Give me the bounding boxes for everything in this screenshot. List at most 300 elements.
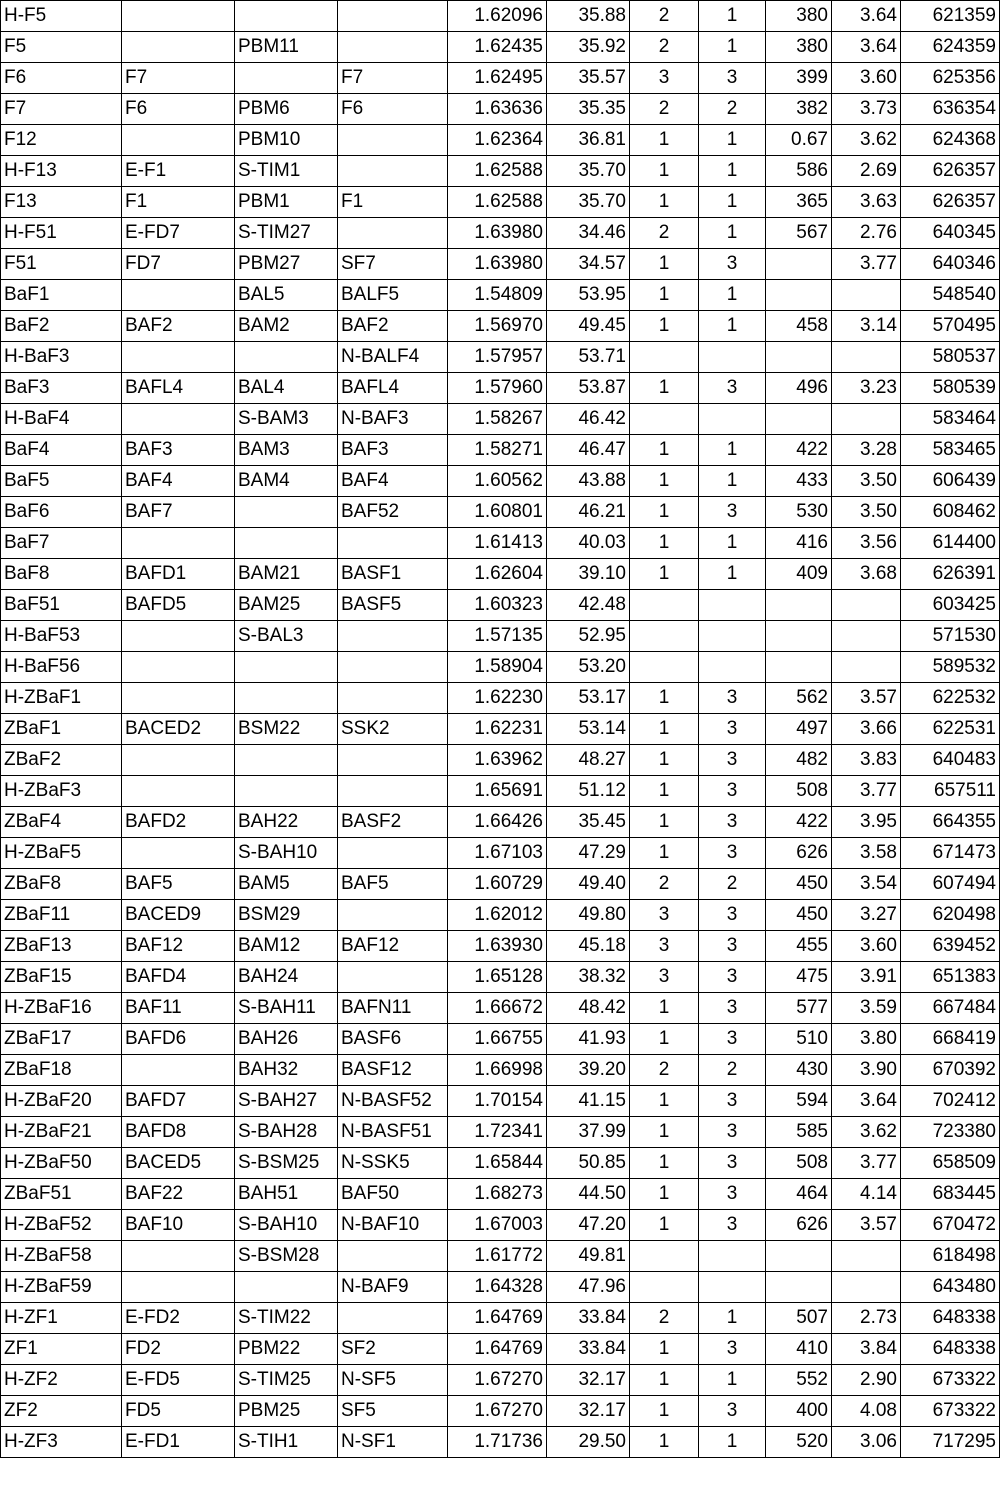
cell-refractive-index: 1.67270: [448, 1365, 547, 1396]
cell-equiv-a: E-FD2: [122, 1303, 235, 1334]
cell-density: 3.95: [832, 807, 901, 838]
cell-glass-name: BaF5: [1, 466, 122, 497]
cell-equiv-a: [122, 1241, 235, 1272]
cell-refractive-index: 1.66998: [448, 1055, 547, 1086]
cell-equiv-b: S-TIM25: [235, 1365, 338, 1396]
cell-equiv-b: [235, 1, 338, 32]
cell-equiv-c: [338, 683, 448, 714]
cell-equiv-b: BAM12: [235, 931, 338, 962]
cell-equiv-c: [338, 125, 448, 156]
cell-glass-code: 583464: [901, 404, 1000, 435]
cell-equiv-b: [235, 683, 338, 714]
cell-grade-a: 1: [630, 249, 699, 280]
cell-refractive-index: 1.66672: [448, 993, 547, 1024]
cell-equiv-c: [338, 1241, 448, 1272]
cell-density: 3.62: [832, 1117, 901, 1148]
cell-equiv-a: [122, 1055, 235, 1086]
cell-grade-b: 1: [699, 32, 766, 63]
table-row: [1, 590, 1000, 621]
cell-glass-code: 548540: [901, 280, 1000, 311]
cell-temperature: 475: [766, 962, 832, 993]
table-row: [1, 94, 1000, 125]
cell-temperature: 508: [766, 776, 832, 807]
cell-glass-name: H-ZBaF3: [1, 776, 122, 807]
cell-equiv-b: PBM6: [235, 94, 338, 125]
cell-glass-code: 667484: [901, 993, 1000, 1024]
cell-density: 3.23: [832, 373, 901, 404]
cell-equiv-a: BAFD6: [122, 1024, 235, 1055]
cell-equiv-a: [122, 404, 235, 435]
cell-refractive-index: 1.62364: [448, 125, 547, 156]
cell-equiv-a: FD5: [122, 1396, 235, 1427]
cell-refractive-index: 1.66755: [448, 1024, 547, 1055]
cell-temperature: 567: [766, 218, 832, 249]
cell-refractive-index: 1.62230: [448, 683, 547, 714]
cell-temperature: 365: [766, 187, 832, 218]
cell-grade-a: 1: [630, 776, 699, 807]
cell-refractive-index: 1.60323: [448, 590, 547, 621]
cell-abbe-number: 46.42: [547, 404, 630, 435]
cell-abbe-number: 40.03: [547, 528, 630, 559]
cell-glass-code: 626357: [901, 187, 1000, 218]
table-row: [1, 466, 1000, 497]
cell-equiv-a: [122, 745, 235, 776]
cell-grade-b: 1: [699, 187, 766, 218]
cell-grade-b: [699, 342, 766, 373]
cell-refractive-index: 1.67270: [448, 1396, 547, 1427]
table-row: [1, 683, 1000, 714]
cell-abbe-number: 53.71: [547, 342, 630, 373]
cell-grade-b: 3: [699, 1148, 766, 1179]
cell-temperature: 416: [766, 528, 832, 559]
cell-grade-a: 1: [630, 1024, 699, 1055]
cell-glass-name: H-ZF1: [1, 1303, 122, 1334]
cell-abbe-number: 41.15: [547, 1086, 630, 1117]
cell-grade-b: 1: [699, 435, 766, 466]
cell-temperature: [766, 280, 832, 311]
cell-equiv-b: S-TIM27: [235, 218, 338, 249]
cell-equiv-c: [338, 1, 448, 32]
cell-glass-name: F12: [1, 125, 122, 156]
cell-equiv-a: FD7: [122, 249, 235, 280]
cell-grade-b: 1: [699, 1303, 766, 1334]
cell-equiv-b: BAM5: [235, 869, 338, 900]
cell-grade-a: [630, 1272, 699, 1303]
cell-density: [832, 1241, 901, 1272]
cell-abbe-number: 49.45: [547, 311, 630, 342]
table-row: [1, 838, 1000, 869]
cell-equiv-c: BASF12: [338, 1055, 448, 1086]
table-row: [1, 1179, 1000, 1210]
cell-grade-b: 1: [699, 218, 766, 249]
cell-abbe-number: 35.70: [547, 187, 630, 218]
table-row: [1, 497, 1000, 528]
cell-equiv-c: N-SF5: [338, 1365, 448, 1396]
cell-refractive-index: 1.67103: [448, 838, 547, 869]
cell-grade-a: [630, 342, 699, 373]
cell-equiv-c: SF7: [338, 249, 448, 280]
cell-equiv-b: S-TIM1: [235, 156, 338, 187]
cell-equiv-b: PBM22: [235, 1334, 338, 1365]
cell-grade-a: 1: [630, 497, 699, 528]
cell-equiv-b: S-BSM28: [235, 1241, 338, 1272]
cell-glass-name: BaF51: [1, 590, 122, 621]
cell-refractive-index: 1.65691: [448, 776, 547, 807]
cell-equiv-c: BASF5: [338, 590, 448, 621]
cell-temperature: 510: [766, 1024, 832, 1055]
cell-grade-a: 1: [630, 1334, 699, 1365]
cell-density: 3.62: [832, 125, 901, 156]
cell-temperature: [766, 1272, 832, 1303]
cell-equiv-c: N-BASF52: [338, 1086, 448, 1117]
table-row: [1, 714, 1000, 745]
cell-equiv-c: BALF5: [338, 280, 448, 311]
cell-grade-b: 3: [699, 1117, 766, 1148]
cell-equiv-b: BAM21: [235, 559, 338, 590]
cell-abbe-number: 42.48: [547, 590, 630, 621]
cell-glass-code: 622532: [901, 683, 1000, 714]
cell-grade-b: [699, 1241, 766, 1272]
cell-grade-a: 3: [630, 63, 699, 94]
cell-equiv-b: S-BAH27: [235, 1086, 338, 1117]
cell-grade-b: 1: [699, 466, 766, 497]
cell-grade-a: 1: [630, 187, 699, 218]
cell-grade-a: 1: [630, 156, 699, 187]
cell-equiv-c: SF5: [338, 1396, 448, 1427]
cell-grade-b: 1: [699, 1, 766, 32]
cell-density: 3.56: [832, 528, 901, 559]
cell-glass-name: ZBaF18: [1, 1055, 122, 1086]
cell-equiv-a: E-FD1: [122, 1427, 235, 1458]
cell-abbe-number: 41.93: [547, 1024, 630, 1055]
cell-refractive-index: 1.65128: [448, 962, 547, 993]
cell-glass-name: H-BaF3: [1, 342, 122, 373]
cell-refractive-index: 1.70154: [448, 1086, 547, 1117]
cell-abbe-number: 51.12: [547, 776, 630, 807]
cell-equiv-b: BAH51: [235, 1179, 338, 1210]
cell-grade-a: 3: [630, 931, 699, 962]
cell-equiv-b: [235, 776, 338, 807]
cell-temperature: 430: [766, 1055, 832, 1086]
table-row: [1, 528, 1000, 559]
table-row: [1, 342, 1000, 373]
table-body: [1, 1, 1000, 1458]
cell-glass-name: H-ZBaF21: [1, 1117, 122, 1148]
cell-equiv-c: SSK2: [338, 714, 448, 745]
cell-abbe-number: 35.35: [547, 94, 630, 125]
cell-grade-a: 2: [630, 218, 699, 249]
cell-equiv-a: F7: [122, 63, 235, 94]
cell-refractive-index: 1.57957: [448, 342, 547, 373]
cell-glass-name: BaF7: [1, 528, 122, 559]
cell-density: [832, 621, 901, 652]
cell-abbe-number: 33.84: [547, 1334, 630, 1365]
cell-temperature: 382: [766, 94, 832, 125]
cell-refractive-index: 1.63636: [448, 94, 547, 125]
cell-glass-name: H-BaF4: [1, 404, 122, 435]
cell-temperature: 482: [766, 745, 832, 776]
cell-temperature: 552: [766, 1365, 832, 1396]
cell-glass-code: 640345: [901, 218, 1000, 249]
cell-equiv-a: E-F1: [122, 156, 235, 187]
cell-abbe-number: 32.17: [547, 1396, 630, 1427]
cell-temperature: 464: [766, 1179, 832, 1210]
cell-abbe-number: 32.17: [547, 1365, 630, 1396]
cell-equiv-c: N-BASF51: [338, 1117, 448, 1148]
cell-equiv-c: BAF4: [338, 466, 448, 497]
cell-temperature: 594: [766, 1086, 832, 1117]
cell-temperature: 497: [766, 714, 832, 745]
cell-grade-b: 3: [699, 1210, 766, 1241]
cell-equiv-c: BAFN11: [338, 993, 448, 1024]
cell-glass-name: F6: [1, 63, 122, 94]
cell-glass-code: 580539: [901, 373, 1000, 404]
cell-glass-code: 664355: [901, 807, 1000, 838]
cell-density: 3.58: [832, 838, 901, 869]
cell-refractive-index: 1.58267: [448, 404, 547, 435]
cell-equiv-c: F1: [338, 187, 448, 218]
cell-equiv-b: PBM10: [235, 125, 338, 156]
cell-equiv-b: PBM27: [235, 249, 338, 280]
cell-grade-b: 1: [699, 125, 766, 156]
table-row: [1, 125, 1000, 156]
table-row: [1, 1086, 1000, 1117]
cell-equiv-a: BACED2: [122, 714, 235, 745]
cell-temperature: 380: [766, 32, 832, 63]
cell-density: 3.54: [832, 869, 901, 900]
cell-abbe-number: 46.21: [547, 497, 630, 528]
table-row: [1, 1024, 1000, 1055]
cell-refractive-index: 1.68273: [448, 1179, 547, 1210]
cell-glass-code: 603425: [901, 590, 1000, 621]
cell-temperature: 455: [766, 931, 832, 962]
cell-glass-code: 668419: [901, 1024, 1000, 1055]
cell-grade-b: 2: [699, 869, 766, 900]
cell-glass-name: F51: [1, 249, 122, 280]
cell-equiv-a: BAFD1: [122, 559, 235, 590]
cell-equiv-a: FD2: [122, 1334, 235, 1365]
cell-glass-code: 571530: [901, 621, 1000, 652]
table-row: [1, 993, 1000, 1024]
cell-grade-b: 3: [699, 1334, 766, 1365]
cell-grade-b: 3: [699, 1396, 766, 1427]
cell-density: 3.66: [832, 714, 901, 745]
cell-abbe-number: 44.50: [547, 1179, 630, 1210]
cell-temperature: 409: [766, 559, 832, 590]
cell-refractive-index: 1.57960: [448, 373, 547, 404]
cell-temperature: 422: [766, 435, 832, 466]
cell-glass-name: BaF8: [1, 559, 122, 590]
cell-equiv-a: BAFD8: [122, 1117, 235, 1148]
cell-equiv-c: N-BAF9: [338, 1272, 448, 1303]
cell-abbe-number: 53.95: [547, 280, 630, 311]
cell-equiv-c: BASF1: [338, 559, 448, 590]
table-row: [1, 931, 1000, 962]
cell-density: 3.57: [832, 683, 901, 714]
cell-density: [832, 404, 901, 435]
cell-grade-b: 3: [699, 838, 766, 869]
cell-equiv-a: BAF2: [122, 311, 235, 342]
cell-glass-code: 618498: [901, 1241, 1000, 1272]
cell-equiv-a: [122, 776, 235, 807]
cell-refractive-index: 1.61772: [448, 1241, 547, 1272]
cell-grade-b: 3: [699, 1086, 766, 1117]
cell-equiv-a: BAFL4: [122, 373, 235, 404]
cell-equiv-a: [122, 1, 235, 32]
cell-glass-name: F5: [1, 32, 122, 63]
cell-temperature: [766, 342, 832, 373]
cell-grade-b: 2: [699, 1055, 766, 1086]
cell-equiv-b: BAH22: [235, 807, 338, 838]
cell-equiv-c: N-BALF4: [338, 342, 448, 373]
cell-temperature: 530: [766, 497, 832, 528]
cell-density: 3.60: [832, 931, 901, 962]
cell-refractive-index: 1.63980: [448, 218, 547, 249]
cell-abbe-number: 36.81: [547, 125, 630, 156]
cell-glass-code: 640483: [901, 745, 1000, 776]
cell-grade-b: [699, 590, 766, 621]
cell-temperature: 433: [766, 466, 832, 497]
cell-equiv-a: [122, 838, 235, 869]
cell-abbe-number: 48.42: [547, 993, 630, 1024]
cell-equiv-c: N-SSK5: [338, 1148, 448, 1179]
cell-abbe-number: 49.80: [547, 900, 630, 931]
cell-equiv-b: BAL5: [235, 280, 338, 311]
cell-temperature: 577: [766, 993, 832, 1024]
cell-equiv-a: [122, 652, 235, 683]
cell-equiv-b: S-BAH11: [235, 993, 338, 1024]
cell-refractive-index: 1.71736: [448, 1427, 547, 1458]
table-row: [1, 280, 1000, 311]
cell-equiv-c: [338, 621, 448, 652]
cell-density: [832, 652, 901, 683]
cell-equiv-a: E-FD7: [122, 218, 235, 249]
cell-equiv-a: BACED9: [122, 900, 235, 931]
cell-equiv-b: [235, 342, 338, 373]
cell-equiv-a: BAF10: [122, 1210, 235, 1241]
cell-glass-name: ZBaF11: [1, 900, 122, 931]
cell-grade-a: 1: [630, 745, 699, 776]
cell-glass-name: H-BaF56: [1, 652, 122, 683]
cell-grade-b: 3: [699, 249, 766, 280]
cell-glass-name: ZBaF4: [1, 807, 122, 838]
cell-abbe-number: 33.84: [547, 1303, 630, 1334]
cell-glass-name: H-ZBaF58: [1, 1241, 122, 1272]
cell-equiv-a: BAFD2: [122, 807, 235, 838]
cell-abbe-number: 53.14: [547, 714, 630, 745]
cell-refractive-index: 1.60801: [448, 497, 547, 528]
cell-abbe-number: 37.99: [547, 1117, 630, 1148]
cell-glass-name: ZBaF17: [1, 1024, 122, 1055]
cell-equiv-b: BAM4: [235, 466, 338, 497]
cell-equiv-a: BAF3: [122, 435, 235, 466]
cell-equiv-b: BAH26: [235, 1024, 338, 1055]
cell-refractive-index: 1.62096: [448, 1, 547, 32]
cell-density: 3.28: [832, 435, 901, 466]
cell-density: [832, 1272, 901, 1303]
cell-equiv-b: S-BAH10: [235, 1210, 338, 1241]
cell-glass-code: 570495: [901, 311, 1000, 342]
cell-equiv-a: BAF12: [122, 931, 235, 962]
cell-grade-a: 1: [630, 311, 699, 342]
cell-grade-a: 1: [630, 1117, 699, 1148]
cell-equiv-b: PBM11: [235, 32, 338, 63]
table-row: [1, 869, 1000, 900]
cell-refractive-index: 1.58904: [448, 652, 547, 683]
cell-equiv-a: BAF22: [122, 1179, 235, 1210]
cell-glass-name: BaF6: [1, 497, 122, 528]
cell-abbe-number: 34.57: [547, 249, 630, 280]
cell-equiv-a: BAFD5: [122, 590, 235, 621]
cell-equiv-c: SF2: [338, 1334, 448, 1365]
cell-equiv-b: [235, 497, 338, 528]
cell-glass-code: 626391: [901, 559, 1000, 590]
cell-temperature: 450: [766, 900, 832, 931]
cell-equiv-b: [235, 745, 338, 776]
cell-temperature: 496: [766, 373, 832, 404]
cell-grade-a: 2: [630, 1055, 699, 1086]
table-row: [1, 1272, 1000, 1303]
cell-refractive-index: 1.62495: [448, 63, 547, 94]
cell-temperature: 586: [766, 156, 832, 187]
cell-refractive-index: 1.60562: [448, 466, 547, 497]
cell-glass-name: BaF4: [1, 435, 122, 466]
cell-equiv-c: [338, 838, 448, 869]
cell-equiv-c: BASF2: [338, 807, 448, 838]
cell-equiv-a: [122, 125, 235, 156]
cell-glass-name: F13: [1, 187, 122, 218]
cell-equiv-b: S-TIH1: [235, 1427, 338, 1458]
table-row: [1, 1148, 1000, 1179]
cell-abbe-number: 34.46: [547, 218, 630, 249]
cell-abbe-number: 39.10: [547, 559, 630, 590]
cell-glass-name: ZBaF1: [1, 714, 122, 745]
cell-equiv-b: BAH24: [235, 962, 338, 993]
cell-grade-a: 1: [630, 714, 699, 745]
cell-equiv-c: [338, 652, 448, 683]
cell-refractive-index: 1.62588: [448, 156, 547, 187]
cell-glass-code: 639452: [901, 931, 1000, 962]
cell-abbe-number: 47.29: [547, 838, 630, 869]
cell-density: 2.76: [832, 218, 901, 249]
cell-glass-name: ZBaF13: [1, 931, 122, 962]
cell-grade-a: [630, 590, 699, 621]
cell-glass-code: 614400: [901, 528, 1000, 559]
table-row: [1, 187, 1000, 218]
cell-abbe-number: 47.20: [547, 1210, 630, 1241]
cell-temperature: [766, 590, 832, 621]
cell-glass-name: H-F13: [1, 156, 122, 187]
cell-grade-b: 1: [699, 156, 766, 187]
cell-refractive-index: 1.62604: [448, 559, 547, 590]
cell-glass-name: ZF1: [1, 1334, 122, 1365]
cell-glass-code: 625356: [901, 63, 1000, 94]
cell-equiv-b: BAL4: [235, 373, 338, 404]
cell-abbe-number: 39.20: [547, 1055, 630, 1086]
cell-refractive-index: 1.64328: [448, 1272, 547, 1303]
cell-refractive-index: 1.67003: [448, 1210, 547, 1241]
table-row: [1, 435, 1000, 466]
cell-temperature: [766, 621, 832, 652]
cell-grade-b: 3: [699, 776, 766, 807]
cell-equiv-c: F6: [338, 94, 448, 125]
cell-refractive-index: 1.62231: [448, 714, 547, 745]
table-row: [1, 745, 1000, 776]
cell-equiv-b: S-BAM3: [235, 404, 338, 435]
cell-equiv-a: E-FD5: [122, 1365, 235, 1396]
cell-grade-b: 1: [699, 280, 766, 311]
cell-grade-a: 1: [630, 373, 699, 404]
